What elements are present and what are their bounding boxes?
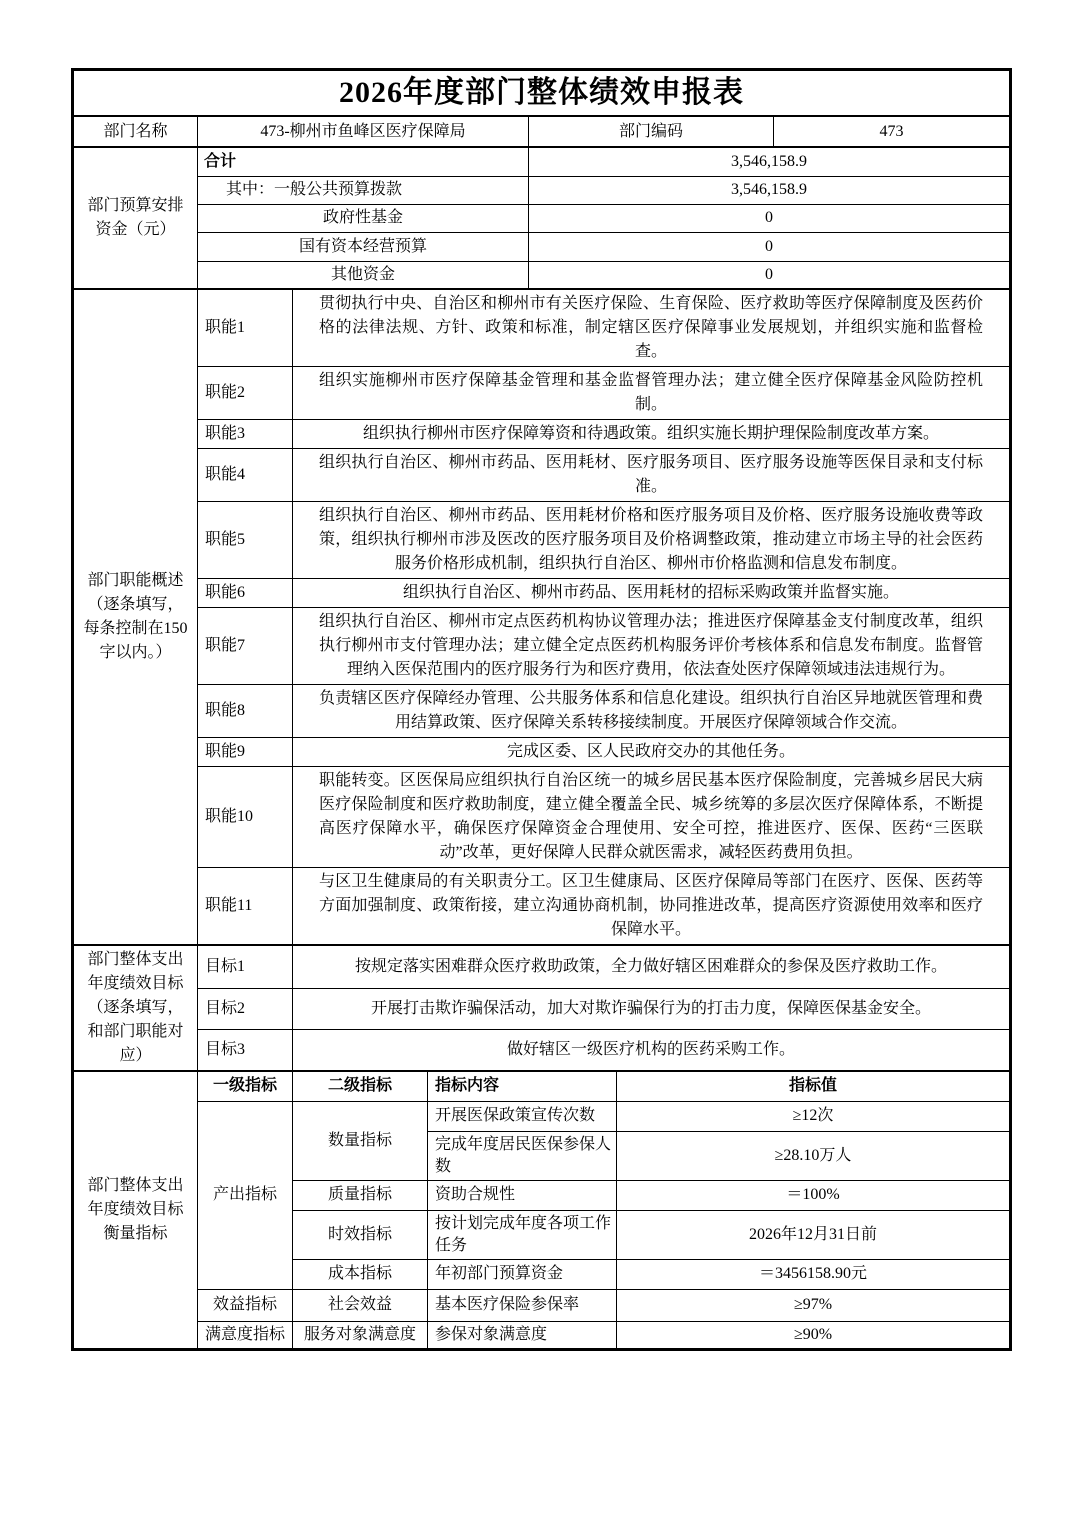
indicator-level1-satisfaction: 满意度指标 [198,1321,293,1349]
indicator-value: ＝3456158.90元 [617,1259,1011,1289]
function-row-content: 组织实施柳州市医疗保障基金管理和基金监督管理办法；建立健全医疗保障基金风险防控机制。 [293,367,1011,420]
function-row-label: 职能10 [198,767,293,868]
dept-name-value: 473-柳州市鱼峰区医疗保障局 [198,116,529,147]
indicator-content: 基本医疗保险参保率 [428,1289,617,1321]
budget-item-other: 其他资金 [198,261,529,289]
functions-section-label: 部门职能概述（逐条填写，每条控制在150字以内。） [73,289,198,945]
function-row-content: 组织执行自治区、柳州市定点医药机构协议管理办法；推进医疗保障基金支付制度改革，组织执行柳州市支付管理办法；建立健全定点医药机构服务评价考核体系和信息发布制度。监督管理纳入医保范围内的医疗服务行为和医疗费用，依法查处医疗保障领域违法违规行为。 [293,608,1011,685]
function-row-content: 负责辖区医疗保障经办管理、公共服务体系和信息化建设。组织执行自治区异地就医管理和费用结算政策、医疗保障关系转移接续制度。开展医疗保障领域合作交流。 [293,685,1011,738]
function-row-label: 职能7 [198,608,293,685]
budget-item-gov-fund: 政府性基金 [198,204,529,232]
indicator-header-level2: 二级指标 [293,1071,428,1101]
goal-row-content: 开展打击欺诈骗保活动，加大对欺诈骗保行为的打击力度，保障医保基金安全。 [293,989,1011,1030]
function-row-content: 贯彻执行中央、自治区和柳州市有关医疗保险、生育保险、医疗救助等医疗保障制度及医药价格的法律法规、方针、政策和标准，制定辖区医疗保障事业发展规划，并组织实施和监督检查。 [293,289,1011,367]
function-row-label: 职能8 [198,685,293,738]
function-row-content: 组织执行柳州市医疗保障筹资和待遇政策。组织实施长期护理保险制度改革方案。 [293,420,1011,449]
budget-value-gov-fund: 0 [529,204,1011,232]
function-row-label: 职能3 [198,420,293,449]
function-row-content: 完成区委、区人民政府交办的其他任务。 [293,738,1011,767]
goal-row-content: 做好辖区一级医疗机构的医药采购工作。 [293,1029,1011,1071]
budget-value-other: 0 [529,261,1011,289]
indicator-level1-benefit: 效益指标 [198,1289,293,1321]
indicator-header-value: 指标值 [617,1071,1011,1101]
indicator-content: 开展医保政策宣传次数 [428,1101,617,1131]
budget-value-state-capital: 0 [529,232,1011,261]
budget-value-total: 3,546,158.9 [529,147,1011,176]
indicator-level2: 质量指标 [293,1180,428,1210]
indicator-header-level1: 一级指标 [198,1071,293,1101]
page-title: 2026年度部门整体绩效申报表 [73,70,1011,117]
indicator-value: ＝100% [617,1180,1011,1210]
dept-code-value: 473 [774,116,1011,147]
budget-item-total: 合计 [198,147,529,176]
indicator-level2: 时效指标 [293,1210,428,1259]
function-row-content: 组织执行自治区、柳州市药品、医用耗材价格和医疗服务项目及价格、医疗服务设施收费等政策，组织执行柳州市涉及医改的医疗服务项目及价格调整政策，推动建立市场主导的社会医药服务价格形成机制，组织执行自治区、柳州市价格监测和信息发布制度。 [293,502,1011,579]
budget-section-label: 部门预算安排资金（元） [73,147,198,289]
function-row-label: 职能1 [198,289,293,367]
function-row-label: 职能2 [198,367,293,420]
goal-row-label: 目标2 [198,989,293,1030]
indicator-level2: 社会效益 [293,1289,428,1321]
budget-item-state-capital: 国有资本经营预算 [198,232,529,261]
budget-item-general: 其中：一般公共预算拨款 [198,176,529,204]
function-row-content: 组织执行自治区、柳州市药品、医用耗材的招标采购政策并监督实施。 [293,579,1011,608]
indicator-value: ≥90% [617,1321,1011,1349]
indicator-value: ≥28.10万人 [617,1131,1011,1180]
indicator-content: 资助合规性 [428,1180,617,1210]
indicator-level2: 数量指标 [293,1101,428,1180]
function-row-label: 职能11 [198,868,293,946]
indicator-level1-output: 产出指标 [198,1101,293,1289]
goal-row-label: 目标1 [198,945,293,989]
indicator-level2: 成本指标 [293,1259,428,1289]
dept-name-label: 部门名称 [73,116,198,147]
budget-value-general: 3,546,158.9 [529,176,1011,204]
indicator-content: 年初部门预算资金 [428,1259,617,1289]
indicator-header-content: 指标内容 [428,1071,617,1101]
function-row-content: 与区卫生健康局的有关职责分工。区卫生健康局、区医疗保障局等部门在医疗、医保、医药等方面加强制度、政策衔接，建立沟通协商机制，协同推进改革，提高医疗资源使用效率和医疗保障水平。 [293,868,1011,946]
performance-declaration-table [71,68,1012,1351]
indicator-content: 完成年度居民医保参保人数 [428,1131,617,1180]
indicator-value: 2026年12月31日前 [617,1210,1011,1259]
function-row-label: 职能4 [198,449,293,502]
indicator-value: ≥97% [617,1289,1011,1321]
indicator-content: 按计划完成年度各项工作任务 [428,1210,617,1259]
indicator-value: ≥12次 [617,1101,1011,1131]
goal-row-label: 目标3 [198,1029,293,1071]
indicator-level2: 服务对象满意度 [293,1321,428,1349]
function-row-content: 职能转变。区医保局应组织执行自治区统一的城乡居民基本医疗保险制度，完善城乡居民大病医疗保险制度和医疗救助制度，建立健全覆盖全民、城乡统筹的多层次医疗保障体系，不断提高医疗保障水平，确保医疗保障资金合理使用、安全可控，推进医疗、医保、医药“三医联动”改革，更好保障人民群众就医需求，减轻医药费用负担。 [293,767,1011,868]
goal-row-content: 按规定落实困难群众医疗救助政策，全力做好辖区困难群众的参保及医疗救助工作。 [293,945,1011,989]
indicators-section-label: 部门整体支出年度绩效目标衡量指标 [73,1071,198,1349]
dept-code-label: 部门编码 [529,116,774,147]
indicator-content: 参保对象满意度 [428,1321,617,1349]
function-row-label: 职能6 [198,579,293,608]
function-row-label: 职能5 [198,502,293,579]
function-row-content: 组织执行自治区、柳州市药品、医用耗材、医疗服务项目、医疗服务设施等医保目录和支付标准。 [293,449,1011,502]
function-row-label: 职能9 [198,738,293,767]
goals-section-label: 部门整体支出年度绩效目标（逐条填写，和部门职能对应） [73,945,198,1071]
